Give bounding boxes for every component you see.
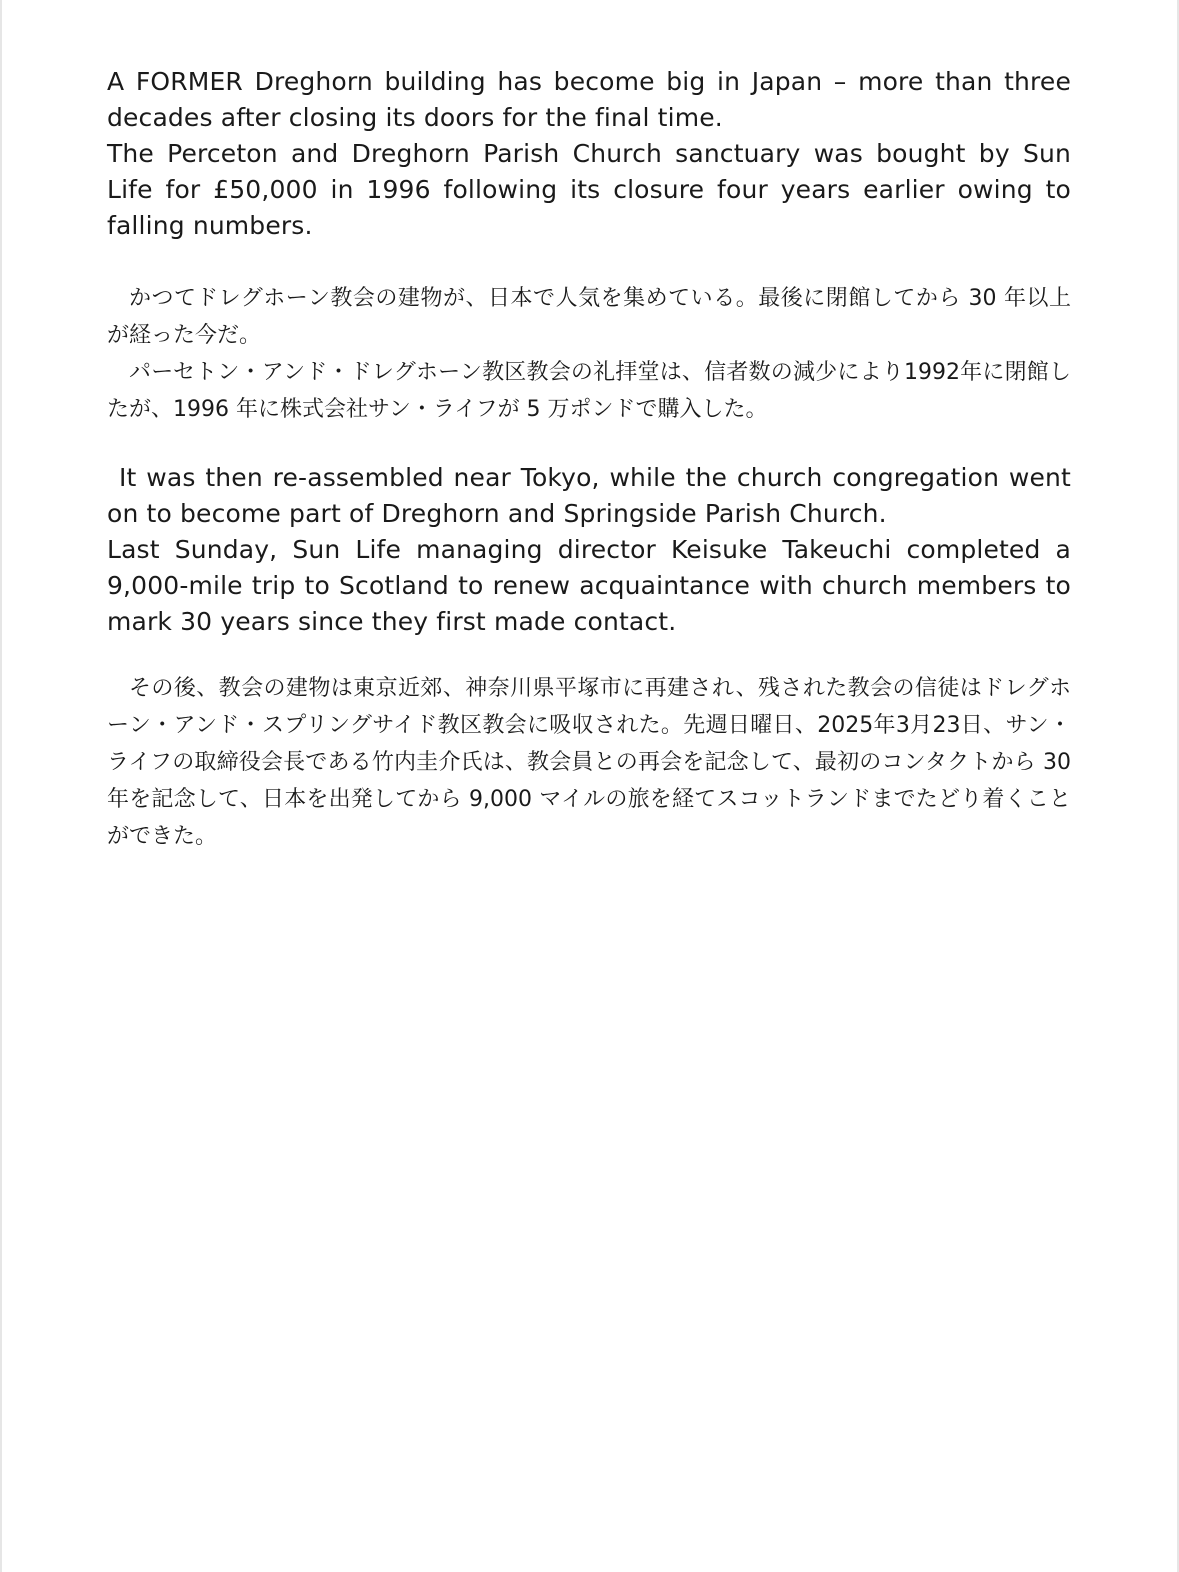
english-paragraph: It was then re-assembled near Tokyo, while the church congregation went on to become part of Dreghorn and Springside Parish Church. bbox=[107, 463, 1071, 528]
japanese-section-1 bbox=[107, 280, 1071, 460]
english-paragraph: The Perceton and Dreghorn Parish Church sanctuary was bought by Sun Life for £50,000 in 1996 following its closure four years earlier owing to falling numbers. bbox=[107, 139, 1071, 240]
page-edge-left bbox=[0, 0, 2, 1572]
english-section-1 bbox=[107, 64, 1071, 280]
english-paragraph: A FORMER Dreghorn building has become big in Japan – more than three decades after closing its doors for the final time. bbox=[107, 67, 1071, 132]
english-paragraph: Last Sunday, Sun Life managing director Keisuke Takeuchi completed a 9,000-mile trip to Scotland to renew acquaintance with church members to mark 30 years since they first made contact. bbox=[107, 535, 1071, 636]
japanese-paragraph: その後、教会の建物は東京近郊、神奈川県平塚市に再建され、残された教会の信徒はドレグホーン・アンド・スプリングサイド教区教会に吸収された。先週日曜日、2025年3月23日、サン・ライフの取締役会長である竹内圭介氏は、教会員との再会を記念して、最初のコンタクトから 30 年を記念して、日本を出発してから 9,000 マイルの旅を経てスコットランドまでたどり着くことができた。 bbox=[107, 676, 1071, 849]
japanese-section-2 bbox=[107, 670, 1071, 850]
japanese-paragraph: パーセトン・アンド・ドレグホーン教区教会の礼拝堂は、信者数の減少により1992年に閉館したが、1996 年に株式会社サン・ライフが 5 万ポンドで購入した。 bbox=[107, 360, 1071, 422]
japanese-paragraph: かつてドレグホーン教会の建物が、日本で人気を集めている。最後に閉館してから 30 年以上が経った今だ。 bbox=[107, 286, 1071, 348]
english-section-2 bbox=[107, 460, 1071, 670]
document-page bbox=[107, 64, 1071, 850]
